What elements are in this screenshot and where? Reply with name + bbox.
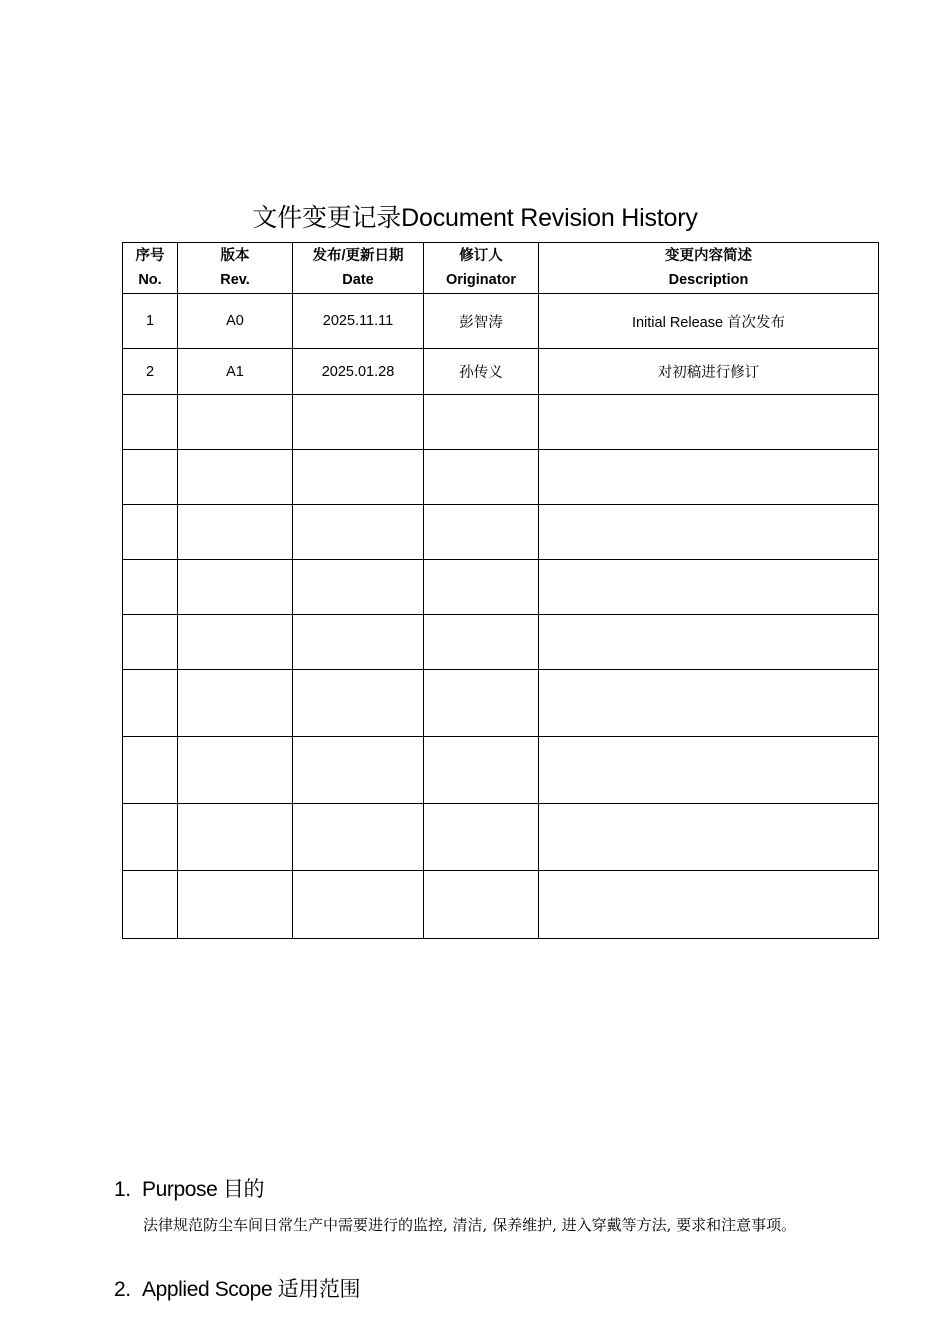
header-date [293, 243, 424, 294]
document-title-en: Document Revision History [401, 204, 698, 232]
section-heading-purpose [114, 1174, 264, 1205]
cell-date: 2025.11.11 [293, 294, 424, 349]
empty-row [123, 560, 879, 615]
cell-no: 1 [123, 294, 178, 349]
empty-row [123, 737, 879, 804]
cell-description-cn: 对初稿进行修订 [657, 365, 760, 381]
cell-originator: 彭智涛 [424, 294, 539, 349]
empty-row [123, 450, 879, 505]
header-date-en: Date [342, 272, 374, 288]
empty-row [123, 505, 879, 560]
header-description-cn: 变更内容简述 [665, 248, 752, 264]
cell-rev: A1 [178, 349, 293, 395]
cell-no: 2 [123, 349, 178, 395]
header-description-en: Description [668, 272, 749, 288]
empty-row [123, 670, 879, 737]
revision-history-table [122, 242, 879, 939]
cell-description-cn: 首次发布 [727, 314, 786, 331]
document-title [0, 200, 950, 236]
section-number: 1. [114, 1178, 131, 1201]
header-no-cn: 序号 [135, 248, 165, 264]
section-title-cn: 目的 [222, 1177, 265, 1201]
cell-date: 2025.01.28 [293, 349, 424, 395]
section-title-en: Purpose [142, 1178, 218, 1201]
section-title-en: Applied Scope [142, 1278, 273, 1301]
table-row [123, 294, 879, 349]
cell-description [539, 349, 879, 395]
section-number: 2. [114, 1278, 131, 1301]
cell-description [539, 294, 879, 349]
empty-row [123, 804, 879, 871]
header-originator-cn: 修订人 [459, 248, 503, 264]
table-row [123, 349, 879, 395]
header-date-cn: 发布/更新日期 [312, 248, 404, 264]
cell-rev: A0 [178, 294, 293, 349]
header-rev-en: Rev. [220, 272, 250, 288]
empty-row [123, 871, 879, 939]
section-heading-scope [114, 1274, 360, 1305]
table-header-row [123, 243, 879, 294]
section-title-cn: 适用范围 [277, 1277, 361, 1301]
document-title-cn: 文件变更记录 [252, 203, 402, 232]
header-rev [178, 243, 293, 294]
empty-row [123, 615, 879, 670]
header-originator [424, 243, 539, 294]
header-description [539, 243, 879, 294]
cell-originator: 孙传义 [424, 349, 539, 395]
header-originator-en: Originator [445, 272, 517, 288]
cell-description-en: Initial Release [631, 314, 724, 331]
header-rev-cn: 版本 [220, 248, 250, 264]
header-no-en: No. [138, 272, 162, 288]
empty-row [123, 395, 879, 450]
header-no [123, 243, 178, 294]
section-text-purpose: 法律规范防尘车间日常生产中需要进行的监控, 清洁, 保养维护, 进入穿戴等方法, 要求和注意事项。 [143, 1216, 797, 1234]
